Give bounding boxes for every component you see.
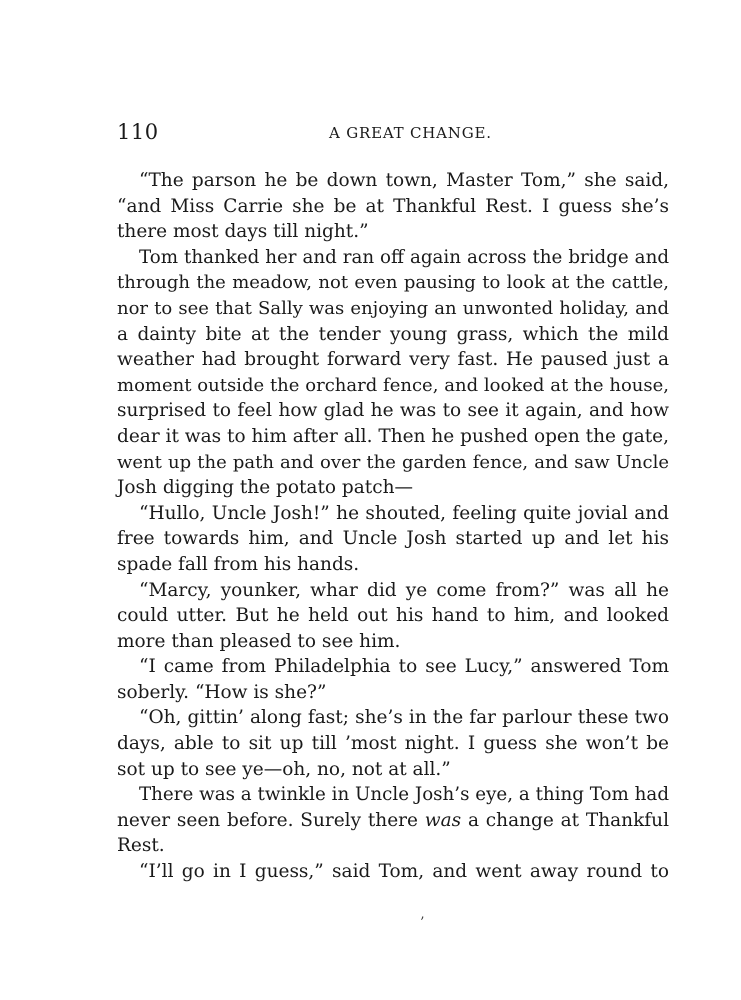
text-line: “The parson he be down town, Master Tom,” she said, [139,170,669,191]
page-number: 110 [117,120,159,144]
text-line: moment outside the orchard fence, and looked at the house, [117,374,669,396]
text-line: dear it was to him after all. Then he pushed open the gate, [117,425,669,447]
running-head [117,120,669,150]
text-line [117,808,669,834]
text-line: “Hullo, Uncle Josh!” he shouted, feeling quite jovial and [139,502,669,524]
text-line: could utter. But he held out his hand to him, and looked [117,605,669,627]
text-segment: a change at Thankful [461,809,669,831]
text-line: a dainty bite at the tender young grass, which the mild [117,323,669,345]
text-line: sot up to see ye—oh, no, not at all.” [117,758,451,780]
text-line: went up the path and over the garden fence, and saw Uncle [117,451,669,473]
italic-word: was [424,809,462,831]
body-text [117,168,669,885]
text-line: weather had brought forward very fast. He paused just a [117,349,669,371]
text-line: surprised to feel how glad he was to see it again, and how [117,400,669,422]
text-line: “I’ll go in I guess,” said Tom, and went away round to [139,861,669,883]
printer-mark: ’ [420,915,425,931]
text-line: free towards him, and Uncle Josh started up and let his [117,528,669,550]
text-line: “and Miss Carrie she be at Thankful Rest. I guess she’s [117,195,669,217]
text-segment: never seen before. Surely there [117,809,425,831]
text-line: days, able to sit up till ’most night. I guess she won’t be [117,733,669,755]
text-line: “I came from Philadelphia to see Lucy,” answered Tom [139,656,669,678]
text-line: spade fall from his hands. [117,553,360,575]
text-line: through the meadow, not even pausing to look at the cattle, [117,272,669,294]
text-line: soberly. “How is she?” [117,681,327,703]
text-line: Rest. [117,835,165,857]
text-line: Josh digging the potato patch— [117,477,413,499]
text-line: nor to see that Sally was enjoying an unwonted holiday, and [117,297,669,319]
text-line: “Oh, gittin’ along fast; she’s in the far parlour these two [139,707,669,729]
text-line: more than pleased to see him. [117,630,401,652]
text-line: there most days till night.” [117,221,369,243]
running-title: A GREAT CHANGE. [329,124,492,142]
text-line: “Marcy, younker, whar did ye come from?” was all he [139,579,669,601]
text-line: There was a twinkle in Uncle Josh’s eye, a thing Tom had [139,784,669,806]
text-line: Tom thanked her and ran off again across the bridge and [139,246,669,268]
